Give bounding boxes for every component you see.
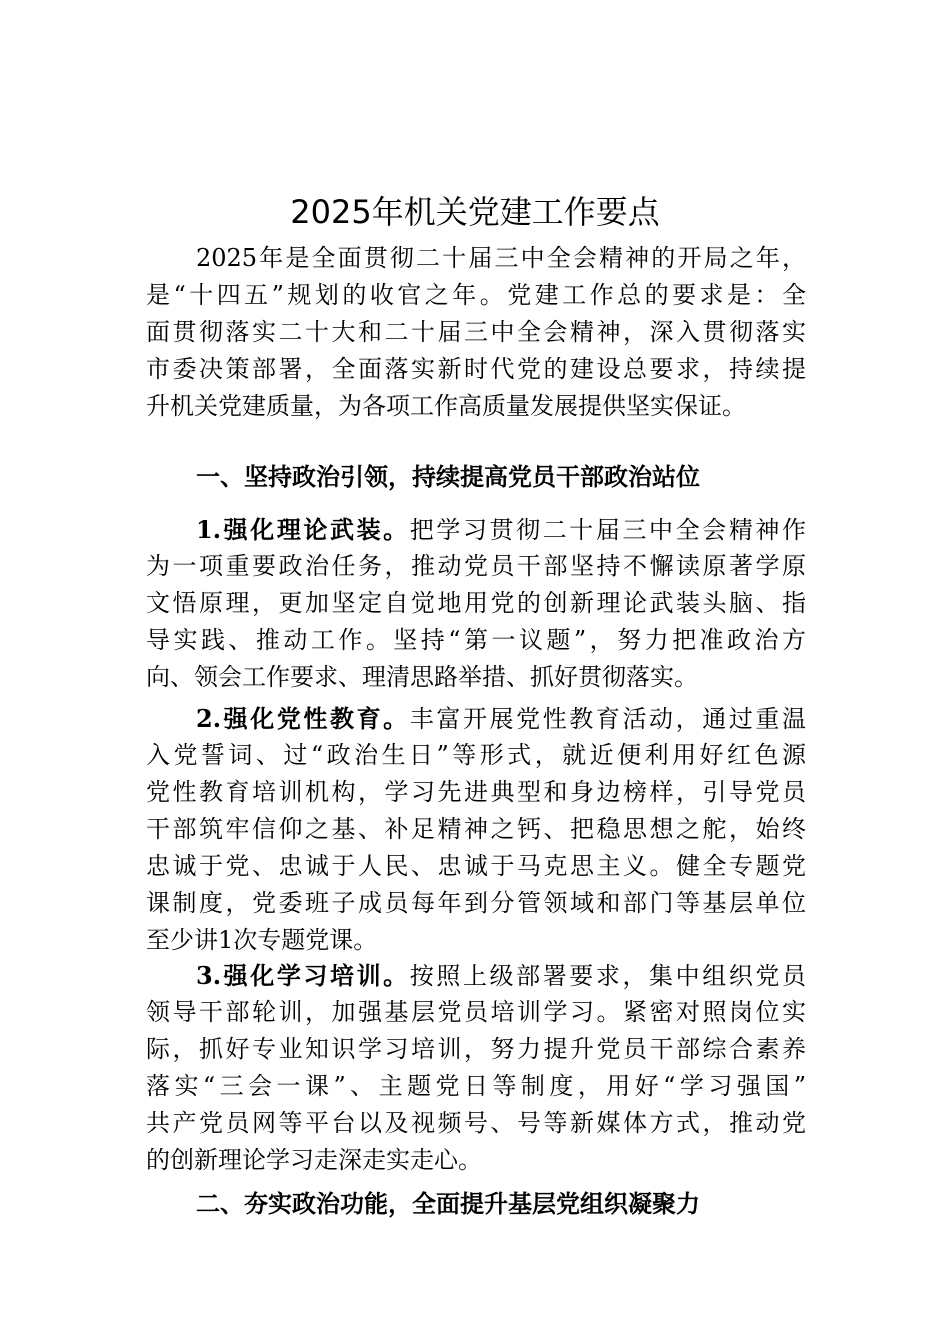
item-first-text: 把学习贯彻二十届三中全会精神作 bbox=[409, 516, 806, 544]
paragraph-line: 课制度，党委班子成员每年到分管领域和部门等基层单位 bbox=[146, 889, 806, 917]
paragraph-line: 面贯彻落实二十大和二十届三中全会精神，深入贯彻落实 bbox=[146, 318, 806, 346]
item-paragraph-1 bbox=[146, 511, 806, 696]
item-lead: 2.强化党性教育。 bbox=[196, 704, 410, 733]
item-first-text: 按照上级部署要求，集中组织党员 bbox=[409, 962, 806, 990]
paragraph-line bbox=[146, 957, 806, 994]
section-heading-1: 一、坚持政治引领，持续提高党员干部政治站位 bbox=[196, 462, 700, 491]
paragraph-line bbox=[146, 511, 806, 548]
paragraph-line: 2025年是全面贯彻二十届三中全会精神的开局之年， bbox=[196, 244, 806, 272]
paragraph-line: 是“十四五”规划的收官之年。党建工作总的要求是：全 bbox=[146, 281, 806, 309]
item-lead: 3.强化学习培训。 bbox=[196, 961, 410, 990]
paragraph-line: 落实“三会一课”、主题党日等制度，用好“学习强国” bbox=[146, 1072, 806, 1100]
paragraph-line: 导实践、推动工作。坚持“第一议题”，努力把准政治方 bbox=[146, 626, 806, 654]
paragraph-line: 际，抓好专业知识学习培训，努力提升党员干部综合素养 bbox=[146, 1035, 806, 1063]
page-title: 2025年机关党建工作要点 bbox=[290, 193, 660, 231]
paragraph-line: 至少讲1次专题党课。 bbox=[146, 926, 378, 954]
paragraph-line: 为一项重要政治任务，推动党员干部坚持不懈读原著学原 bbox=[146, 552, 806, 580]
paragraph-line: 忠诚于党、忠诚于人民、忠诚于马克思主义。健全专题党 bbox=[146, 852, 806, 880]
paragraph-line: 的创新理论学习走深走实走心。 bbox=[146, 1146, 482, 1174]
section-heading-2: 二、夯实政治功能，全面提升基层党组织凝聚力 bbox=[196, 1189, 700, 1218]
item-lead: 1.强化理论武装。 bbox=[196, 515, 410, 544]
paragraph-line bbox=[146, 700, 806, 737]
paragraph-line: 向、领会工作要求、理清思路举措、抓好贯彻落实。 bbox=[146, 663, 698, 691]
paragraph-line: 入党誓词、过“政治生日”等形式，就近便利用好红色源 bbox=[146, 741, 806, 769]
item-first-text: 丰富开展党性教育活动，通过重温 bbox=[409, 705, 806, 733]
paragraph-line: 升机关党建质量，为各项工作高质量发展提供坚实保证。 bbox=[146, 392, 746, 420]
paragraph-line: 文悟原理，更加坚定自觉地用党的创新理论武装头脑、指 bbox=[146, 589, 806, 617]
item-paragraph-2 bbox=[146, 700, 806, 959]
intro-paragraph bbox=[146, 240, 806, 425]
paragraph-line: 领导干部轮训，加强基层党员培训学习。紧密对照岗位实 bbox=[146, 998, 806, 1026]
item-paragraph-3 bbox=[146, 957, 806, 1179]
paragraph-line: 党性教育培训机构，学习先进典型和身边榜样，引导党员 bbox=[146, 778, 806, 806]
paragraph-line: 干部筑牢信仰之基、补足精神之钙、把稳思想之舵，始终 bbox=[146, 815, 806, 843]
paragraph-line: 共产党员网等平台以及视频号、号等新媒体方式，推动党 bbox=[146, 1109, 806, 1137]
paragraph-line: 市委决策部署，全面落实新时代党的建设总要求，持续提 bbox=[146, 355, 806, 383]
